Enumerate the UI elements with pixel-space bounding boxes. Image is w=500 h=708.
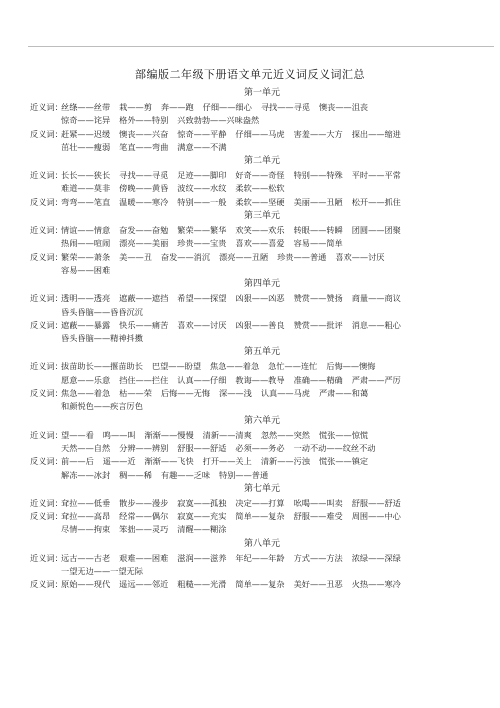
word-pair: 焦急——着急 <box>210 361 260 372</box>
word-pair-row <box>30 360 494 373</box>
word-pair: 珍贵——普通 <box>277 251 327 262</box>
word-pair-row <box>30 251 494 264</box>
word-pair: 转眼——转瞬 <box>293 225 343 236</box>
row-label: 反义词： <box>30 196 63 207</box>
word-pair-row <box>30 400 494 413</box>
word-pair: 好奇——奇怪 <box>235 170 285 181</box>
word-pair: 笨拙——灵巧 <box>119 524 169 535</box>
word-pair-row <box>30 455 494 468</box>
word-pair: 赞赏——赞扬 <box>293 293 343 304</box>
word-pair: 耷拉——高昂 <box>61 511 111 522</box>
word-pair-row <box>30 429 494 442</box>
word-pair: 弯弯——笔直 <box>61 196 111 207</box>
word-pair-row <box>30 523 494 536</box>
unit-section <box>30 211 494 277</box>
unit-heading: 第五单元 <box>243 347 280 358</box>
word-pair: 散步——漫步 <box>119 497 169 508</box>
word-pair-row <box>30 565 494 578</box>
word-pair: 寻找——寻觅 <box>119 170 169 181</box>
word-pair: 希望——探望 <box>177 293 227 304</box>
word-pair: 打开——关上 <box>202 456 252 467</box>
word-pair-row <box>30 141 494 154</box>
unit-section <box>30 88 494 154</box>
unit-section <box>30 156 494 209</box>
word-pair: 栽——剪 <box>119 102 152 112</box>
word-pair-row <box>30 510 494 523</box>
word-pair-row <box>30 196 494 209</box>
word-pair: 兴致勃勃——兴味盎然 <box>177 115 260 126</box>
word-pair: 一望无边——一望无际 <box>61 566 143 577</box>
word-pair: 快乐——痛苦 <box>119 319 169 330</box>
word-pair: 懊丧——沮丧 <box>318 102 369 112</box>
word-pair: 漂亮——丑陋 <box>219 251 269 262</box>
word-pair: 害羞——大方 <box>293 128 343 139</box>
word-pair-row <box>30 578 494 591</box>
word-pair: 深——浅 <box>219 388 252 399</box>
word-pair: 焦急——着急 <box>61 388 111 399</box>
unit-heading: 第六单元 <box>243 415 280 426</box>
word-pair: 愿意——乐意 <box>61 374 111 385</box>
word-pair-row <box>30 442 494 455</box>
word-pair: 消息——粗心 <box>351 319 401 330</box>
word-pair: 严肃——和蔼 <box>318 388 369 399</box>
word-pair: 拔苗助长——揠苗助长 <box>61 361 143 372</box>
word-pair: 特别——一般 <box>177 196 227 207</box>
word-pair: 天然——自然 <box>61 442 111 453</box>
row-label: 反义词： <box>30 128 63 139</box>
word-pair: 松开——抓住 <box>351 196 401 207</box>
word-pair: 遮蔽——暴露 <box>61 319 111 330</box>
word-pair: 特别——普通 <box>219 469 269 480</box>
word-pair: 格外——特别 <box>119 115 169 126</box>
word-pair: 长长——狭长 <box>61 170 111 181</box>
unit-section <box>30 347 494 413</box>
word-pair: 赶紧——迟缓 <box>61 128 111 139</box>
row-label: 反义词： <box>30 388 63 399</box>
word-pair: 寂寞——充实 <box>177 511 227 522</box>
word-pair-row <box>30 469 494 482</box>
word-pair: 热闹——喧闹 <box>61 238 111 249</box>
word-pair: 稠——稀 <box>119 469 152 480</box>
word-pair: 必须——务必 <box>235 442 285 453</box>
word-pair: 难道——莫非 <box>61 183 111 194</box>
word-pair: 周围——中心 <box>351 511 401 522</box>
word-pair: 挡住——拦住 <box>119 374 169 385</box>
word-pair-row <box>30 374 494 387</box>
word-pair: 遮蔽——遮挡 <box>119 293 169 304</box>
word-pair: 远古——古老 <box>61 552 111 563</box>
word-pair: 渐渐——飞快 <box>144 456 194 467</box>
word-pair: 教诲——教导 <box>235 374 285 385</box>
word-pair: 容易——简单 <box>293 238 343 249</box>
word-pair: 情谊——情意 <box>61 225 111 236</box>
word-pair-row <box>30 237 494 250</box>
word-pair: 珍贵——宝贵 <box>177 238 227 249</box>
word-pair: 原始——现代 <box>61 579 111 590</box>
row-label: 反义词： <box>30 456 63 467</box>
word-pair: 解冻——冰封 <box>61 469 111 480</box>
word-pair: 和颜悦色——疾言厉色 <box>61 401 143 412</box>
row-label: 近义词： <box>30 225 63 236</box>
word-pair: 凶狠——善良 <box>235 319 285 330</box>
row-label: 反义词： <box>30 511 63 522</box>
word-pair-row <box>30 552 494 565</box>
word-pair: 满意——不满 <box>177 141 227 152</box>
row-label: 近义词： <box>30 429 63 440</box>
word-pair: 繁荣——繁华 <box>177 225 227 236</box>
word-pair: 温暖——寒冷 <box>119 196 169 207</box>
word-pair: 尽情——拘束 <box>61 524 111 535</box>
word-pair: 浓绿——深绿 <box>351 552 401 563</box>
word-pair: 美——丑 <box>119 251 152 262</box>
word-pair: 容易——困难 <box>61 264 111 275</box>
word-pair-row <box>30 292 494 305</box>
row-label: 反义词： <box>30 579 63 590</box>
word-pair: 清醒——糊涂 <box>177 524 227 535</box>
row-label: 近义词： <box>30 170 63 181</box>
word-pair: 慌张——镇定 <box>318 456 369 467</box>
word-pair: 奋发——奋勉 <box>119 225 169 236</box>
word-pair: 喜欢——讨厌 <box>335 251 385 262</box>
word-pair-row <box>30 319 494 332</box>
word-pair-row <box>30 114 494 127</box>
word-pair: 前——后 <box>61 456 94 467</box>
word-pair: 滋润——滋养 <box>177 552 227 563</box>
word-pair: 傍晚——黄昏 <box>119 183 169 194</box>
vocabulary-list <box>30 86 494 592</box>
word-pair: 有趣——乏味 <box>160 469 211 480</box>
word-pair: 火热——寒冷 <box>351 579 401 590</box>
word-pair: 粗糙——光滑 <box>177 579 227 590</box>
word-pair: 柔软——松软 <box>235 183 285 194</box>
word-pair: 认真——马虎 <box>260 388 310 399</box>
word-pair: 分辨——辨别 <box>119 442 169 453</box>
word-pair: 奋发——消沉 <box>160 251 211 262</box>
word-pair: 慌张——惊慌 <box>318 429 369 440</box>
word-pair-row <box>30 169 494 182</box>
page-title: 部编版二年级下册语文单元近义词反义词汇总 <box>135 68 365 81</box>
word-pair: 仔细——细心 <box>202 102 252 112</box>
word-pair-row <box>30 332 494 345</box>
word-pair: 方式——方法 <box>293 552 343 563</box>
word-pair: 急忙——连忙 <box>268 361 318 372</box>
word-pair: 惊奇——诧异 <box>61 115 111 126</box>
word-pair: 望——看 <box>61 429 94 440</box>
unit-heading: 第三单元 <box>243 211 280 222</box>
word-pair-row <box>30 497 494 510</box>
unit-section <box>30 484 494 537</box>
word-pair: 茁壮——瘦弱 <box>61 141 111 152</box>
word-pair: 足迹——脚印 <box>177 170 227 181</box>
word-pair: 清新——清爽 <box>202 429 252 440</box>
word-pair: 喜欢——讨厌 <box>177 319 227 330</box>
word-pair-row <box>30 182 494 195</box>
word-pair: 奔——跑 <box>160 102 194 112</box>
word-pair: 遥远——邻近 <box>119 579 169 590</box>
word-pair: 经常——偶尔 <box>119 511 169 522</box>
word-pair: 平时——平常 <box>351 170 401 181</box>
word-pair: 艰难——困难 <box>119 552 169 563</box>
word-pair: 遥——近 <box>102 456 136 467</box>
word-pair: 严肃——严厉 <box>351 374 401 385</box>
unit-heading: 第二单元 <box>243 156 280 167</box>
word-pair: 吆喝——叫卖 <box>293 497 343 508</box>
word-pair: 鸣——叫 <box>102 429 136 440</box>
word-pair: 决定——打算 <box>235 497 285 508</box>
word-pair: 寻找——寻觅 <box>260 102 310 112</box>
word-pair: 团圆——团聚 <box>351 225 401 236</box>
word-pair: 懊丧——兴奋 <box>119 128 169 139</box>
word-pair-row <box>30 387 494 400</box>
word-pair: 后悔——懊悔 <box>326 361 376 372</box>
unit-heading: 第一单元 <box>243 88 280 98</box>
word-pair: 繁荣——萧条 <box>61 251 111 262</box>
unit-section <box>30 416 494 482</box>
row-label: 近义词： <box>30 293 63 304</box>
word-pair: 寂寞——孤独 <box>177 497 227 508</box>
word-pair: 凶狠——凶恶 <box>235 293 285 304</box>
word-pair: 巴望——盼望 <box>151 361 202 372</box>
word-pair: 丝绦——丝带 <box>61 102 111 112</box>
word-pair: 年纪——年龄 <box>235 552 285 563</box>
row-label: 近义词： <box>30 102 63 112</box>
word-pair: 昏头昏脑——精神抖擞 <box>61 333 143 344</box>
word-pair-row <box>30 101 494 114</box>
word-pair: 喜欢——喜爱 <box>235 238 285 249</box>
word-pair: 美好——丑恶 <box>293 579 343 590</box>
row-label: 近义词： <box>30 497 63 508</box>
word-pair: 舒服——难受 <box>293 511 343 522</box>
header-divider <box>28 46 494 47</box>
word-pair: 笔直——弯曲 <box>119 141 169 152</box>
unit-heading: 第八单元 <box>243 538 280 549</box>
word-pair: 舒服——舒适 <box>351 497 401 508</box>
word-pair: 欢笑——欢乐 <box>235 225 285 236</box>
word-pair: 清新——污浊 <box>260 456 310 467</box>
word-pair-row <box>30 128 494 141</box>
row-label: 反义词： <box>30 319 63 330</box>
word-pair: 波纹——水纹 <box>177 183 227 194</box>
word-pair: 惊奇——平静 <box>177 128 227 139</box>
unit-section <box>30 279 494 345</box>
unit-section <box>30 539 494 592</box>
word-pair: 一动不动——纹丝不动 <box>293 442 376 453</box>
word-pair: 简单——复杂 <box>235 511 285 522</box>
word-pair: 枯——荣 <box>119 388 152 399</box>
word-pair: 后悔——无悔 <box>160 388 211 399</box>
word-pair: 渐渐——慢慢 <box>144 429 194 440</box>
word-pair: 认真——仔细 <box>177 374 227 385</box>
word-pair-row <box>30 306 494 319</box>
word-pair-row <box>30 264 494 277</box>
word-pair: 简单——复杂 <box>235 579 285 590</box>
row-label: 近义词： <box>30 552 63 563</box>
word-pair: 舒服——舒适 <box>177 442 227 453</box>
word-pair: 特别——特殊 <box>293 170 343 181</box>
word-pair: 漂亮——美丽 <box>119 238 169 249</box>
word-pair: 耷拉——低垂 <box>61 497 111 508</box>
word-pair: 柔软——坚硬 <box>235 196 285 207</box>
word-pair: 赞赏——批评 <box>293 319 343 330</box>
word-pair-row <box>30 224 494 237</box>
word-pair: 探出——缩进 <box>351 128 401 139</box>
word-pair: 昏头昏脑——昏昏沉沉 <box>61 306 143 317</box>
word-pair: 忽然——突然 <box>260 429 310 440</box>
unit-heading: 第七单元 <box>243 483 280 494</box>
word-pair: 商量——商议 <box>351 293 401 304</box>
word-pair: 仔细——马虎 <box>235 128 285 139</box>
word-pair: 透明——透亮 <box>61 293 111 304</box>
unit-heading: 第四单元 <box>243 279 280 290</box>
row-label: 近义词： <box>30 361 63 372</box>
word-pair: 准确——精确 <box>293 374 343 385</box>
row-label: 反义词： <box>30 251 63 262</box>
word-pair: 美丽——丑陋 <box>293 196 343 207</box>
